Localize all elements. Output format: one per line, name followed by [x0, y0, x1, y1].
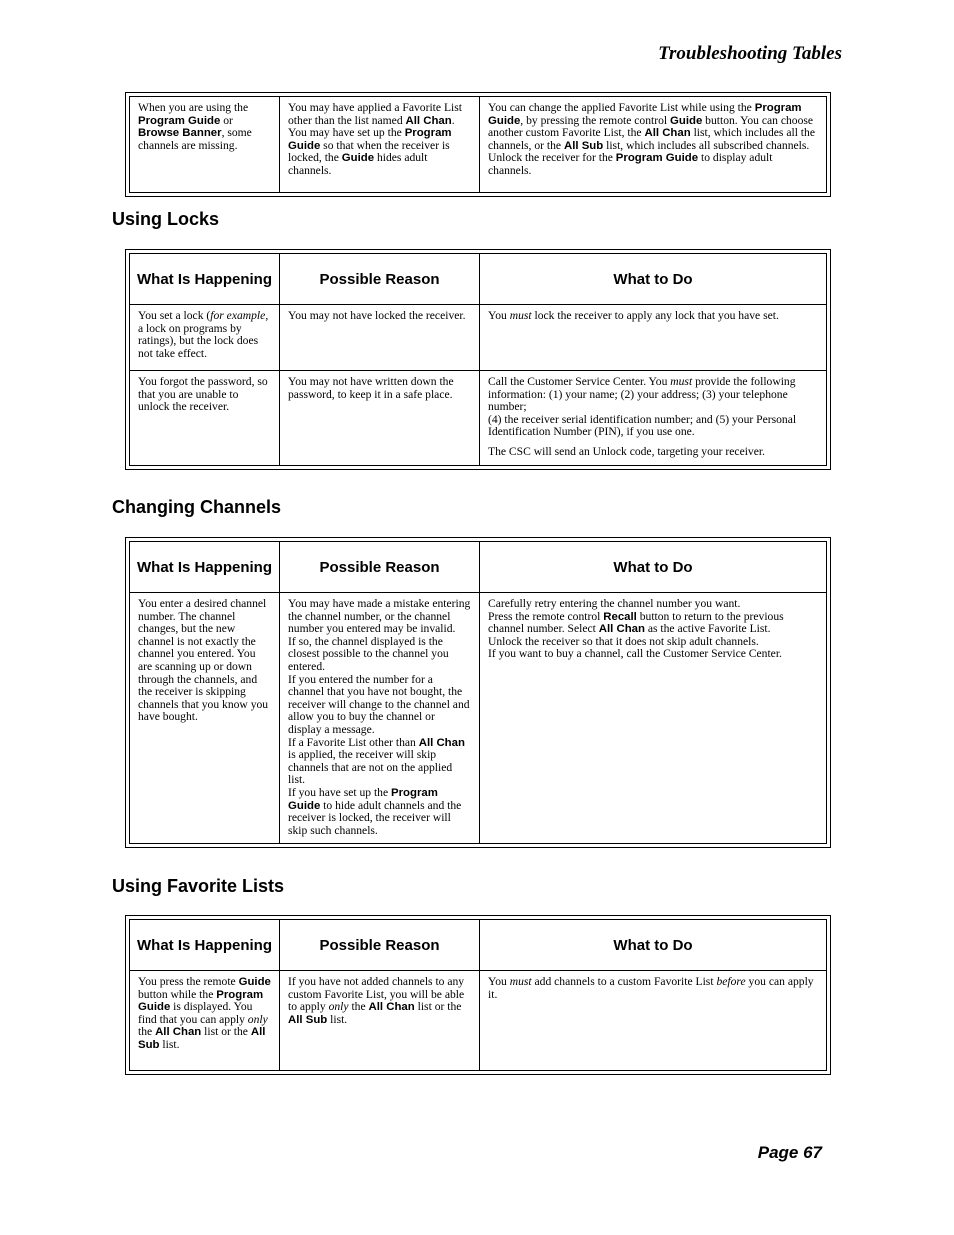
cell-reason: You may not have written down the password, to keep it in a safe place. [280, 371, 480, 466]
column-header-action: What to Do [480, 542, 827, 593]
table-continuation [125, 92, 831, 197]
cell-reason: You may have made a mistake entering the channel number, or the channel number you entered may be invalid. If so, the channel displayed is the closest possible to the channel you entered. If you entered the number for a channel that you have not bought, the receiver will change to the channel and allow you to buy the channel or display a message. If a Favorite List other than All Chan is applied, the receiver will skip channels that are not on the applied list. If you have set up the Program Guide to hide adult channels and the receiver is locked, the receiver will skip such channels. [280, 593, 480, 844]
table-header-row [130, 254, 827, 305]
cell-action: You must lock the receiver to apply any lock that you have set. [480, 305, 827, 371]
cell-reason: You may not have locked the receiver. [280, 305, 480, 371]
page-number: Page 67 [757, 1143, 822, 1162]
cell-reason: If you have not added channels to any custom Favorite List, you will be able to apply only the All Chan list or the All Sub list. [280, 971, 480, 1071]
column-header-reason: Possible Reason [280, 542, 480, 593]
section-heading-channels: Changing Channels [112, 497, 282, 517]
column-header-happening: What Is Happening [130, 542, 280, 593]
cell-action: You must add channels to a custom Favorite List before you can apply it. [480, 971, 827, 1071]
column-header-action: What to Do [480, 920, 827, 971]
column-header-happening: What Is Happening [130, 920, 280, 971]
column-header-reason: Possible Reason [280, 920, 480, 971]
section-heading-favorites: Using Favorite Lists [112, 876, 285, 896]
table-row [130, 305, 827, 371]
running-header: Troubleshooting Tables [658, 43, 842, 64]
table-row [130, 97, 827, 193]
cell-happening: You set a lock (for example, a lock on programs by ratings), but the lock does not take effect. [130, 305, 280, 371]
table-row [130, 593, 827, 844]
cell-happening: You enter a desired channel number. The channel changes, but the new channel is not exactly the channel you entered. You are scanning up or down through the channels, and the receiver is skipping channels that you know you have bought. [130, 593, 280, 844]
column-header-action: What to Do [480, 254, 827, 305]
table-header-row [130, 920, 827, 971]
section-heading-locks: Using Locks [112, 209, 220, 229]
cell-action: Carefully retry entering the channel number you want. Press the remote control Recall button to return to the previous channel number. Select All Chan as the active Favorite List. Unlock the receiver so that it does not skip adult channels. If you want to buy a channel, call the Customer Service Center. [480, 593, 827, 844]
table-row [130, 371, 827, 466]
table-changing-channels [125, 537, 831, 848]
table-using-locks [125, 249, 831, 470]
cell-happening: When you are using the Program Guide or Browse Banner, some channels are missing. [130, 97, 280, 193]
cell-action: Call the Customer Service Center. You must provide the following information: (1) your name; (2) your address; (3) your telephone number; (4) the receiver serial identification number; and (5) your Personal Identification Number (PIN), if you use one. The CSC will send an Unlock code, targeting your receiver. [480, 371, 827, 466]
cell-happening: You press the remote Guide button while the Program Guide is displayed. You find that you can apply only the All Chan list or the All Sub list. [130, 971, 280, 1071]
table-header-row [130, 542, 827, 593]
cell-happening: You forgot the password, so that you are unable to unlock the receiver. [130, 371, 280, 466]
cell-action: You can change the applied Favorite List while using the Program Guide, by pressing the remote control Guide button. You can choose another custom Favorite List, the All Chan list, which includes all the channels, or the All Sub list, which includes all subscribed channels. Unlock the receiver for the Program Guide to display adult channels. [480, 97, 827, 193]
table-row [130, 971, 827, 1071]
cell-reason: You may have applied a Favorite List other than the list named All Chan. You may have set up the Program Guide so that when the receiver is locked, the Guide hides adult channels. [280, 97, 480, 193]
column-header-reason: Possible Reason [280, 254, 480, 305]
table-favorite-lists [125, 915, 831, 1075]
column-header-happening: What Is Happening [130, 254, 280, 305]
